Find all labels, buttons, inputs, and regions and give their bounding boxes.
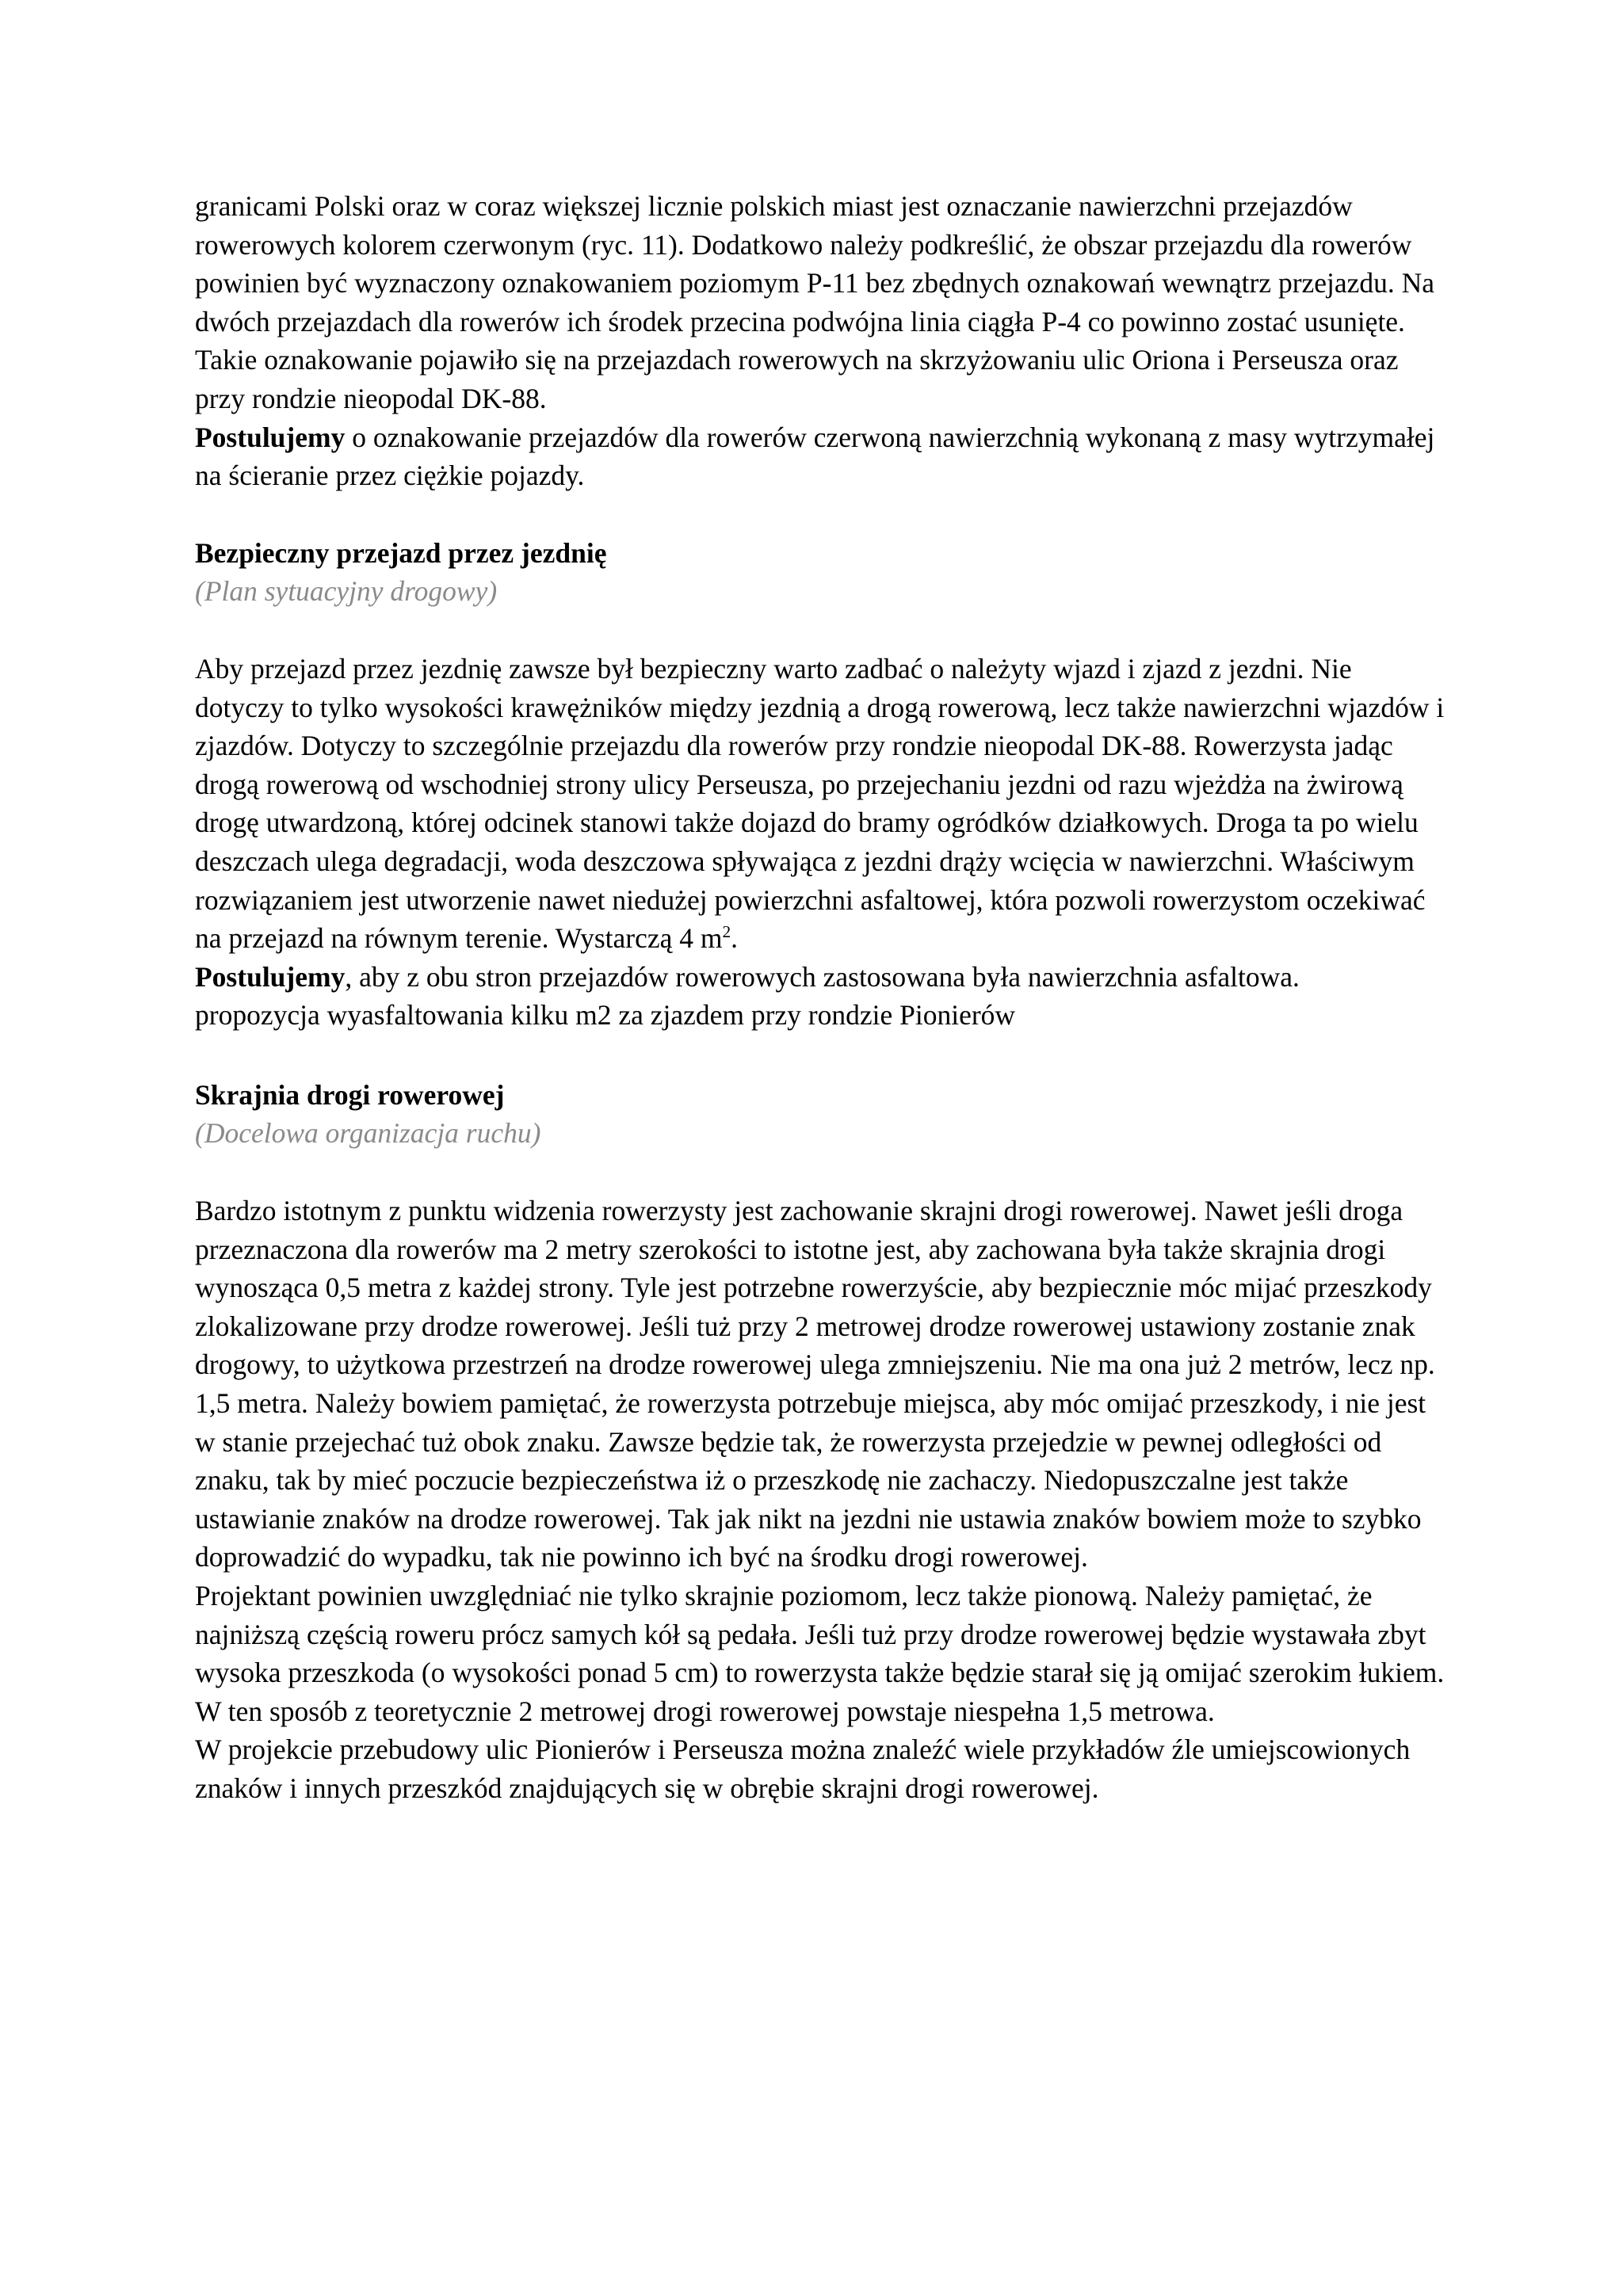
superscript: 2 bbox=[722, 922, 731, 942]
postulate-paragraph-1 bbox=[195, 418, 1447, 495]
clearance-paragraph-3: W projekcie przebudowy ulic Pionierów i Perseusza można znaleźć wiele przykładów źle umiejscowionych znaków i innych przeszkód znajdujących się w obrębie skrajni drogi rowerowej. bbox=[195, 1733, 1411, 1804]
postulate-label: Postulujemy bbox=[195, 960, 346, 993]
section-subheading-traffic-organization: (Docelowa organizacja ruchu) bbox=[195, 1117, 541, 1150]
figure-caption: propozycja wyasfaltowania kilku m2 za zjazdem przy rondzie Pionierów bbox=[195, 999, 1016, 1032]
postulate-paragraph-2 bbox=[195, 958, 1447, 997]
section-heading-safe-crossing: Bezpieczny przejazd przez jezdnię bbox=[195, 536, 607, 569]
spacer bbox=[195, 1153, 1447, 1192]
safe-crossing-paragraph bbox=[195, 650, 1447, 958]
postulate-label: Postulujemy bbox=[195, 421, 346, 453]
section-subheading-situational-plan: (Plan sytuacyjny drogowy) bbox=[195, 575, 498, 608]
spacer bbox=[195, 495, 1447, 534]
spacer bbox=[195, 1035, 1447, 1076]
document-page bbox=[195, 187, 1447, 1808]
clearance-paragraph-1: Bardzo istotnym z punktu widzenia rowerzysty jest zachowanie skrajni drogi rowerowej. Nawet jeśli droga przeznaczona dla rowerów ma 2 metry szerokości to istotne jest, aby zachowana była także skrajnia drogi wynosząca 0,5 metra z każdej strony. Tyle jest potrzebne rowerzyście, aby bezpiecznie móc mijać przeszkody zlokalizowane przy drodze rowerowej. Jeśli tuż przy 2 metrowej drodze rowerowej ustawiony zostanie znak drogowy, to użytkowa przestrzeń na drodze rowerowej ulega zmniejszeniu. Nie ma ona już 2 metrów, lecz np. 1,5 metra. Należy bowiem pamiętać, że rowerzysta potrzebuje miejsca, aby móc omijać przeszkody, i nie jest w stanie przejechać tuż obok znaku. Zawsze będzie tak, że rowerzysta przejedzie w pewnej odległości od znaku, tak by mieć poczucie bezpieczeństwa iż o przeszkodę nie zachaczy. Niedopuszczalne jest także ustawianie znaków na drodze rowerowej. Tak jak nikt na jezdni nie ustawia znaków bowiem może to szybko doprowadzić do wypadku, tak nie powinno ich być na środku drogi rowerowej. bbox=[195, 1195, 1435, 1573]
postulate-text: o oznakowanie przejazdów dla rowerów czerwoną nawierzchnią wykonaną z masy wytrzymałej na ścieranie przez ciężkie pojazdy. bbox=[195, 421, 1435, 492]
section-heading-clearance: Skrajnia drogi rowerowej bbox=[195, 1078, 505, 1111]
postulate-text: , aby z obu stron przejazdów rowerowych zastosowana była nawierzchnia asfaltowa. bbox=[345, 960, 1300, 993]
clearance-paragraph-2: Projektant powinien uwzględniać nie tylko skrajnie poziomom, lecz także pionową. Należy pamiętać, że najniższą częścią roweru prócz samych kół są pedała. Jeśli tuż przy drodze rowerowej będzie wystawała zbyt wysoka przeszkoda (o wysokości ponad 5 cm) to rowerzysta także będzie starał się ją omijać szerokim łukiem. W ten sposób z teoretycznie 2 metrowej drogi rowerowej powstaje niespełna 1,5 metrowa. bbox=[195, 1580, 1445, 1727]
spacer bbox=[195, 611, 1447, 650]
safe-crossing-text: Aby przejazd przez jezdnię zawsze był bezpieczny warto zadbać o należyty wjazd i zjazd z jezdni. Nie dotyczy to tylko wysokości krawężników między jezdnią a drogą rowerową, lecz także nawierzchni wjazdów i zjazdów. Dotyczy to szczególnie przejazdu dla rowerów przy rondzie nieopodal DK-88. Rowerzysta jadąc drogą rowerową od wschodniej strony ulicy Perseusza, po przejechaniu jezdni od razu wjeżdża na żwirową drogę utwardzoną, której odcinek stanowi także dojazd do bramy ogródków działkowych. Droga ta po wielu deszczach ulega degradacji, woda deszczowa spływająca z jezdni drąży wcięcia w nawierzchni. Właściwym rozwiązaniem jest utworzenie nawet niedużej powierzchni asfaltowej, która pozwoli rowerzystom oczekiwać na przejazd na równym terenie. Wystarczą 4 m bbox=[195, 652, 1445, 955]
paragraph-end: . bbox=[731, 922, 739, 955]
intro-paragraph: granicami Polski oraz w coraz większej licznie polskich miast jest oznaczanie nawierzchni przejazdów rowerowych kolorem czerwonym (ryc. 11). Dodatkowo należy podkreślić, że obszar przejazdu dla rowerów powinien być wyznaczony oznakowaniem poziomym P-11 bez zbędnych oznakowań wewnątrz przejazdu. Na dwóch przejazdach dla rowerów ich środek przecina podwójna linia ciągła P-4 co powinno zostać usunięte. Takie oznakowanie pojawiło się na przejazdach rowerowych na skrzyżowaniu ulic Oriona i Perseusza oraz przy rondzie nieopodal DK-88. bbox=[195, 190, 1435, 414]
